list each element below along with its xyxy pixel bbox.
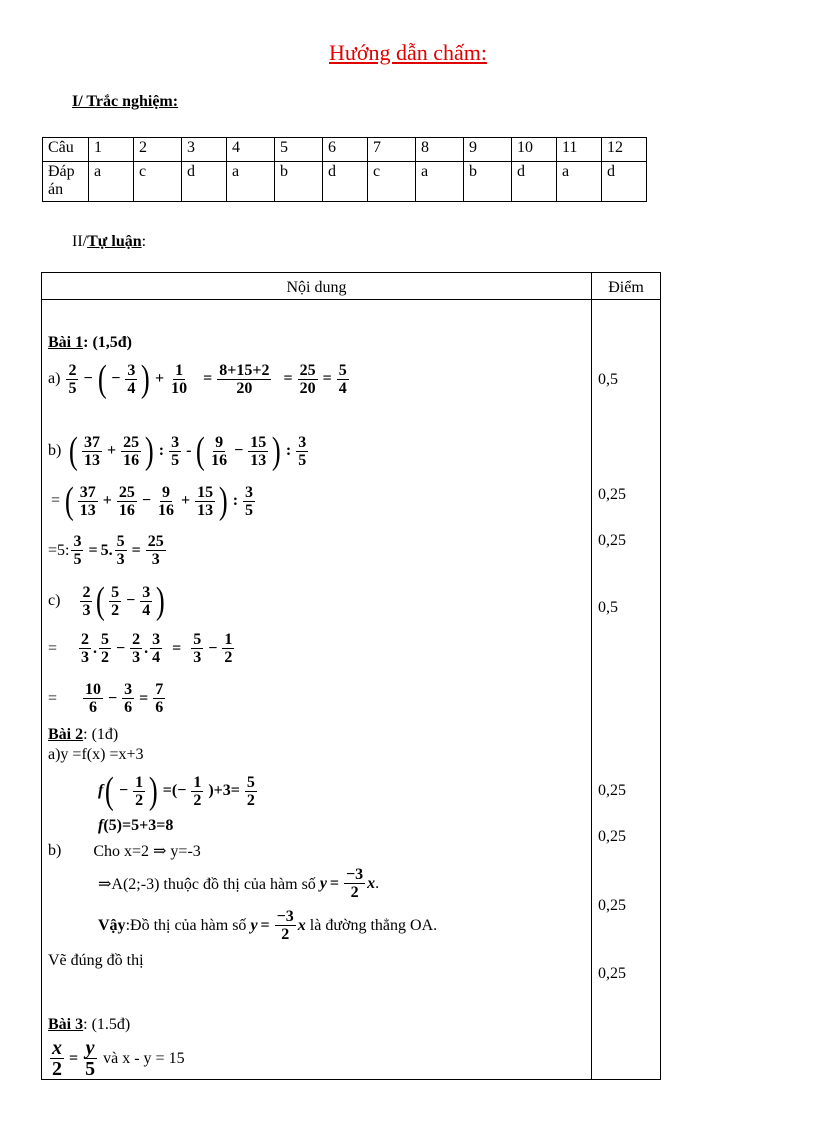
answer-cell: c (134, 162, 182, 202)
question-number: 11 (557, 138, 602, 162)
bai1-part-a: a) $\frac{2}{5}$ − ( − $\frac{3}{4}$ ) + $\frac{1}{10}$ = $\frac{8+15+2}{20}$ = $\frac{25}{20}$ = $\frac{5}{4}$ (48, 358, 347, 400)
answer-cell: d (182, 162, 227, 202)
bai2-part-a: a)y =f(x) =x+3 (48, 746, 144, 763)
bai3-condition: $\frac{x}{2}$ = $\frac{y}{5}$ và x - y = 15 (52, 1037, 185, 1080)
question-number: 10 (512, 138, 557, 162)
row-label-question: Câu (43, 138, 89, 162)
answer-cell: c (368, 162, 416, 202)
bai2-draw-graph: Vẽ đúng đồ thị (48, 952, 144, 969)
score-bai1-c: 0,5 (598, 599, 618, 616)
question-number: 5 (275, 138, 323, 162)
answer-key-table (42, 137, 647, 202)
score-bai1-b1: 0,25 (598, 486, 626, 503)
column-divider (591, 273, 592, 1079)
question-number: 8 (416, 138, 464, 162)
score-bai2-b: 0,25 (598, 897, 626, 914)
bai3-heading: Bài 3 : (1.5đ) (48, 1016, 131, 1033)
bai2-part-b: b) Cho x=2 ⇒ y=-3 (48, 842, 201, 860)
bai1-part-b-step2: =5: $\frac{3}{5}$ = 5. $\frac{5}{3}$ = $\frac{25}{3}$ (48, 533, 164, 568)
header-divider (42, 299, 660, 300)
question-number: 3 (182, 138, 227, 162)
answer-cell: a (557, 162, 602, 202)
section-multiple-choice-heading: I/ Trắc nghiệm: (72, 93, 179, 110)
bai2-point-a: ⇒A(2;-3) thuộc đồ thị của hàm số y = $\frac{-3}{2}$ x . (98, 866, 380, 901)
score-bai2-a2: 0,25 (598, 828, 626, 845)
answer-cell: a (89, 162, 134, 202)
answer-cell: a (227, 162, 275, 202)
bai1-part-b: b) ( $\frac{37}{13}$ + $\frac{25}{16}$ ) : $\frac{3}{5}$ - ( $\frac{9}{16}$ − $\frac{15}{13}$ ) : $\frac{3}{5}$ (48, 430, 307, 472)
column-header-score: Điểm (608, 279, 644, 296)
question-number: 1 (89, 138, 134, 162)
question-number: 7 (368, 138, 416, 162)
table-row (43, 162, 647, 202)
answer-cell: a (416, 162, 464, 202)
score-bai2-draw: 0,25 (598, 965, 626, 982)
answer-cell: d (323, 162, 368, 202)
bai1-heading: Bài 1: (1,5đ) (48, 334, 133, 351)
column-header-content: Nội dung (286, 279, 347, 296)
question-number: 2 (134, 138, 182, 162)
answer-cell: d (512, 162, 557, 202)
question-number: 6 (323, 138, 368, 162)
question-number: 12 (602, 138, 647, 162)
bai2-conclusion: Vậy :Đồ thị của hàm số y = $\frac{-3}{2}$ x là đường thẳng OA. (98, 908, 438, 943)
score-bai1-b2: 0,25 (598, 532, 626, 549)
table-row (43, 138, 647, 162)
section-essay-heading: II/Tự luận: (72, 233, 147, 250)
answer-cell: b (275, 162, 323, 202)
bai1-part-b-step1: = ( $\frac{37}{13}$ + $\frac{25}{16}$ − $\frac{9}{16}$ + $\frac{15}{13}$ ) : $\frac{3}{5}$ (51, 480, 254, 522)
bai1-part-c: c) $\frac{2}{3}$ ( $\frac{5}{2}$ − $\frac{3}{4}$ ) (48, 580, 165, 622)
score-bai2-a1: 0,25 (598, 782, 626, 799)
row-label-answer: Đáp án (43, 162, 89, 202)
score-bai1-a: 0,5 (598, 371, 618, 388)
bai2-f-five: f (5)=5+3=8 (98, 817, 174, 834)
answer-cell: d (602, 162, 647, 202)
question-number: 4 (227, 138, 275, 162)
bai2-heading: Bài 2 : (1đ) (48, 726, 119, 743)
bai2-f-minus-half: f ( − $\frac{1}{2}$ ) =(− $\frac{1}{2}$ )+3= $\frac{5}{2}$ (98, 770, 255, 812)
question-number: 9 (464, 138, 512, 162)
page-title: Hướng dẫn chấm: (329, 40, 487, 65)
answer-cell: b (464, 162, 512, 202)
bai1-part-c-step2: = $\frac{10}{6}$ − $\frac{3}{6}$ = $\frac{7}{6}$ (48, 681, 164, 716)
bai1-part-c-step1: = $\frac{2}{3}$ . $\frac{5}{2}$ − $\frac{2}{3}$ . $\frac{3}{4}$ = $\frac{5}{3}$ − $\frac{1}{2}$ (48, 631, 233, 666)
